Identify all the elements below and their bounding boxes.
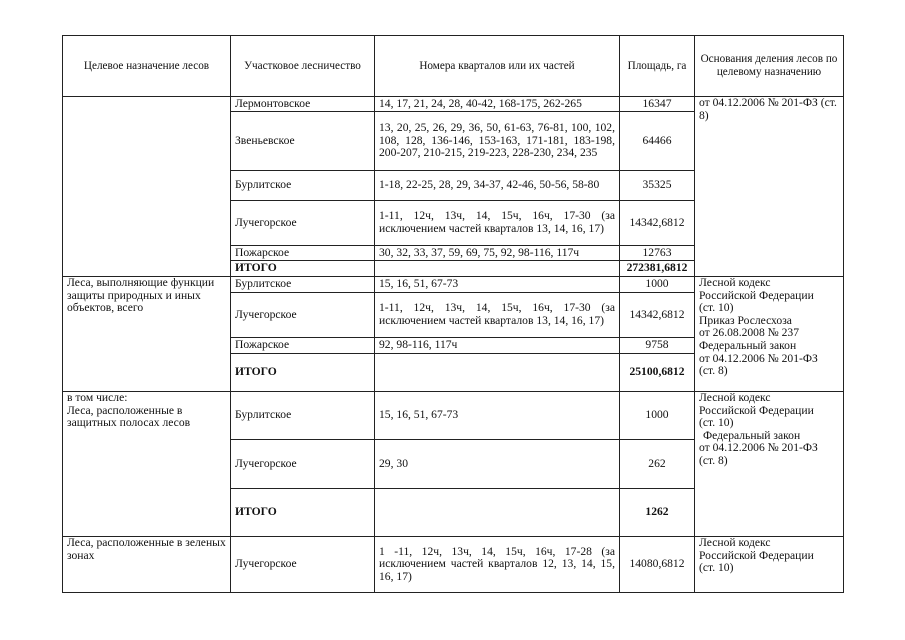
quarters-cell: 30, 32, 33, 37, 59, 69, 75, 92, 98-116, 117ч — [375, 246, 620, 261]
table-row — [63, 537, 844, 593]
basis-cell — [695, 277, 844, 392]
basis-line: от 04.12.2006 № 201-ФЗ — [699, 441, 818, 455]
basis-line: от 04.12.2006 № 201-ФЗ — [699, 351, 818, 365]
area-cell: 12763 — [620, 246, 695, 261]
basis-line: (ст. 8) — [699, 364, 728, 378]
quarters-cell: 15, 16, 51, 67-73 — [375, 277, 620, 293]
purpose-cell — [63, 97, 231, 277]
basis-cell: от 04.12.2006 № 201-ФЗ (ст. 8) — [695, 97, 844, 277]
basis-line: (ст. 10) — [699, 416, 734, 430]
table-header-row — [63, 36, 844, 97]
basis-cell — [695, 537, 844, 593]
purpose-cell: Леса, расположенные в зеленых зонах — [63, 537, 231, 593]
area-cell: 64466 — [620, 112, 695, 171]
area-cell: 14342,6812 — [620, 293, 695, 338]
basis-line: Российской Федерации — [699, 403, 814, 417]
basis-line: Лесной кодекс — [699, 536, 771, 549]
basis-line: Лесной кодекс — [699, 276, 771, 289]
forestry-cell: Лучегорское — [231, 537, 375, 593]
quarters-cell: 92, 98-116, 117ч — [375, 338, 620, 354]
forestry-cell: Лучегорское — [231, 293, 375, 338]
quarters-cell: 15, 16, 51, 67-73 — [375, 392, 620, 440]
area-cell: 35325 — [620, 171, 695, 201]
area-cell: 14342,6812 — [620, 201, 695, 246]
empty-cell — [375, 261, 620, 277]
header-forestry: Участковое лесничество — [231, 36, 375, 97]
forestry-cell: Лучегорское — [231, 201, 375, 246]
basis-line: Приказ Рослесхоза — [699, 313, 792, 327]
quarters-cell: 14, 17, 21, 24, 28, 40-42, 168-175, 262-265 — [375, 97, 620, 112]
total-label: ИТОГО — [231, 354, 375, 392]
purpose-cell — [63, 392, 231, 537]
quarters-cell: 29, 30 — [375, 440, 620, 489]
quarters-cell: 13, 20, 25, 26, 29, 36, 50, 61-63, 76-81, 100, 102, 108, 128, 136-146, 153-163, 171-181, 183-198, 200-207, 210-215, 219-223, 228-230, 234, 235 — [375, 112, 620, 171]
forestry-cell: Бурлитское — [231, 171, 375, 201]
quarters-cell: 1-18, 22-25, 28, 29, 34-37, 42-46, 50-56, 58-80 — [375, 171, 620, 201]
forest-purpose-table — [62, 35, 844, 593]
header-area: Площадь, га — [620, 36, 695, 97]
basis-line: (ст. 10) — [699, 301, 734, 315]
empty-cell — [375, 489, 620, 537]
area-cell: 1000 — [620, 277, 695, 293]
empty-cell — [375, 354, 620, 392]
purpose-line: в том числе: — [67, 391, 128, 404]
purpose-line: Леса, расположенные в защитных полосах лесов — [67, 403, 191, 430]
total-area: 272381,6812 — [620, 261, 695, 277]
basis-line: Федеральный закон — [699, 338, 797, 352]
header-quarters: Номера кварталов или их частей — [375, 36, 620, 97]
table-row — [63, 392, 844, 440]
basis-line: Российской Федерации — [699, 548, 814, 562]
quarters-cell: 1-11, 12ч, 13ч, 14, 15ч, 16ч, 17-30 (за исключением частей кварталов 13, 14, 16, 17) — [375, 201, 620, 246]
basis-line: Федеральный закон — [703, 428, 801, 442]
forestry-cell: Пожарское — [231, 338, 375, 354]
basis-line: от 26.08.2008 № 237 — [699, 326, 800, 340]
area-cell: 16347 — [620, 97, 695, 112]
forestry-cell: Лучегорское — [231, 440, 375, 489]
basis-line: (ст. 8) — [699, 453, 728, 467]
quarters-cell: 1-11, 12ч, 13ч, 14, 15ч, 16ч, 17-30 (за исключением частей кварталов 13, 14, 16, 17) — [375, 293, 620, 338]
basis-line: (ст. 10) — [699, 561, 734, 575]
basis-line: Лесной кодекс — [699, 391, 771, 404]
table-row — [63, 97, 844, 112]
forestry-cell: Бурлитское — [231, 277, 375, 293]
header-basis: Основания деления лесов по целевому назначению — [695, 36, 844, 97]
total-area: 1262 — [620, 489, 695, 537]
area-cell: 9758 — [620, 338, 695, 354]
forestry-cell: Лермонтовское — [231, 97, 375, 112]
table-row — [63, 277, 844, 293]
total-area: 25100,6812 — [620, 354, 695, 392]
header-purpose: Целевое назначение лесов — [63, 36, 231, 97]
total-label: ИТОГО — [231, 489, 375, 537]
forestry-cell: Звеньевское — [231, 112, 375, 171]
purpose-cell: Леса, выполняющие функции защиты природных и иных объектов, всего — [63, 277, 231, 392]
quarters-cell: 1 -11, 12ч, 13ч, 14, 15ч, 16ч, 17-28 (за исключением частей кварталов 12, 13, 14, 15, 16, 17) — [375, 537, 620, 593]
area-cell: 14080,6812 — [620, 537, 695, 593]
forestry-cell: Бурлитское — [231, 392, 375, 440]
total-label: ИТОГО — [231, 261, 375, 277]
basis-line: Российской Федерации — [699, 288, 814, 302]
forestry-cell: Пожарское — [231, 246, 375, 261]
area-cell: 262 — [620, 440, 695, 489]
basis-cell — [695, 392, 844, 537]
area-cell: 1000 — [620, 392, 695, 440]
